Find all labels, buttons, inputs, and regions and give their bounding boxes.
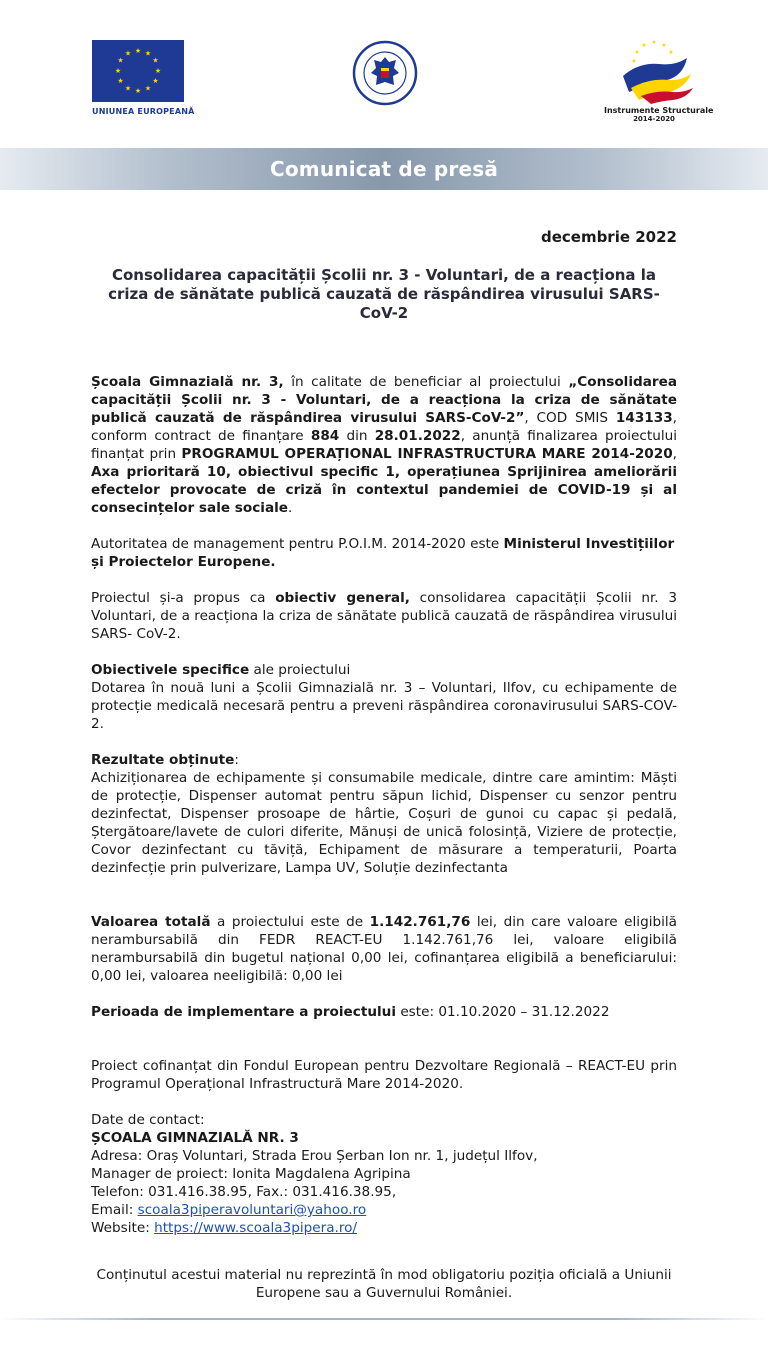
total-value-text: lei, din care valoare eligibilă nerambursabilă din FEDR REACT-EU 1.142.761,76 lei, valoare eligibilă nerambursabilă din bugetul național 0,00 lei, cofinanțarea eligibilă a beneficiarului: 0,00 lei, valoarea neeligibilă: 0,00 lei — [91, 914, 677, 984]
svg-text:★: ★ — [661, 42, 667, 49]
logo-row — [0, 0, 768, 140]
implementation-period-text: este: 01.10.2020 – 31.12.2022 — [396, 1004, 610, 1020]
program-name: PROGRAMUL OPERAȚIONAL INFRASTRUCTURA MARE 2014-2020 — [181, 446, 673, 462]
svg-text:★: ★ — [134, 87, 142, 95]
svg-text:★: ★ — [668, 49, 674, 56]
contact-email-label: Email: — [91, 1202, 138, 1218]
intro-text: , anunță finalizarea proiectului finanțat prin — [91, 428, 677, 462]
structural-instruments-logo — [604, 36, 714, 123]
document-body — [91, 228, 677, 1237]
svg-text:★: ★ — [144, 84, 152, 93]
intro-text: . — [288, 500, 293, 516]
structural-instruments-years: 2014-2020 — [633, 115, 675, 123]
contact-manager: Manager de proiect: Ionita Magdalena Agripina — [91, 1166, 411, 1182]
svg-text:★: ★ — [641, 42, 647, 49]
priority-axis: Axa prioritară 10, obiectivul specific 1, operațiunea Sprijinirea ameliorării efectelor provocate de criză în contextul pandemiei de COVID-19 și al consecințelor sale sociale — [91, 464, 677, 516]
authority-paragraph — [91, 535, 677, 571]
contact-website-link[interactable]: https://www.scoala3pipera.ro/ — [154, 1220, 358, 1236]
contact-email-line — [91, 1201, 677, 1219]
specific-objectives-paragraph — [91, 661, 677, 733]
svg-text:★: ★ — [154, 67, 162, 75]
results-title: Rezultate obținute — [91, 752, 235, 768]
contact-heading: Date de contact: — [91, 1112, 205, 1128]
project-name: „Consolidarea capacității Școlii nr. 3 - Voluntari, de a reacționa la criza de sănătate publică cauzată de răspândirea virusului SARS-CoV-2” — [91, 374, 678, 426]
government-seal-icon — [352, 40, 418, 106]
intro-text: , COD SMIS — [524, 410, 616, 426]
authority-text: Autoritatea de management pentru P.O.I.M. 2014-2020 este — [91, 536, 504, 552]
total-value-text: a proiectului este de — [210, 914, 370, 930]
svg-text:★: ★ — [152, 77, 159, 85]
contact-school-name: ȘCOALA GIMNAZIALĂ NR. 3 — [91, 1130, 299, 1146]
press-release-banner — [0, 148, 768, 190]
intro-text: Școala Gimnazială nr. 3, — [91, 374, 284, 390]
svg-text:★: ★ — [152, 56, 159, 65]
implementation-period-label: Perioada de implementare a proiectului — [91, 1004, 396, 1020]
structural-instruments-label: Instrumente Structurale — [604, 106, 714, 115]
authority-ministry: Ministerul Investițiilor și Proiectelor Europene. — [91, 536, 675, 570]
contact-email-link[interactable]: scoala3piperavoluntari@yahoo.ro — [137, 1202, 367, 1218]
headline: Consolidarea capacității Școlii nr. 3 - Voluntari, de a reacționa la criza de sănătate publică cauzată de răspândirea virusului SARS-CoV-2 — [108, 266, 660, 322]
general-objective-text: Proiectul și-a propus ca — [91, 590, 276, 606]
svg-text:★: ★ — [634, 49, 640, 56]
contact-block — [91, 1111, 677, 1237]
contact-phone: Telefon: 031.416.38.95, Fax.: 031.416.38.95, — [91, 1184, 397, 1200]
eu-logo — [92, 40, 195, 116]
release-date: decembrie 2022 — [540, 228, 677, 246]
contact-address: Adresa: Oraș Voluntari, Strada Erou Șerban Ion nr. 1, județul Ilfov, — [91, 1148, 538, 1164]
svg-text:★: ★ — [117, 77, 124, 85]
intro-text: în calitate de beneficiar al proiectului — [283, 374, 569, 390]
contact-website-line — [91, 1219, 677, 1237]
results-text: Achiziționarea de echipamente și consumabile medicale, dintre care amintim: Măști de protecție, Dispenser automat pentru săpun lichid, Dispenser cu senzor pentru dezinfectat, Dispenser prosoape de hârtie, Coșuri de gunoi cu capac și pedală, Ștergătoare/lavete de culori diferite, Mănuși de unică folosință, Viziere de protecție, Covor dezinfectant cu tăviță, Echipament de măsurare a temperaturii, Poarta dezinfecție prin pulverizare, Lampa UV, Soluție dezinfectanta — [91, 770, 677, 876]
contract-date: 28.01.2022 — [374, 428, 461, 444]
contract-number: 884 — [310, 428, 340, 444]
smis-code: 143133 — [615, 410, 673, 426]
svg-text:★: ★ — [144, 49, 152, 58]
eu-label: UNIUNEA EUROPEANĂ — [92, 107, 195, 116]
intro-text: , conform contract de finanțare — [91, 410, 677, 444]
svg-text:★: ★ — [117, 56, 124, 65]
specific-objectives-title-rest: ale proiectului — [249, 662, 351, 678]
intro-paragraph — [91, 373, 677, 517]
svg-text:★: ★ — [114, 67, 122, 75]
bottom-divider — [0, 1318, 768, 1320]
general-objective-text: consolidarea capacității Școlii nr. 3 Voluntari, de a reacționa la criza de sănătate publică cauzată de răspândirea virusului SARS- CoV-2. — [91, 590, 677, 642]
total-value-label: Valoarea totală — [91, 914, 211, 930]
eu-flag-icon — [92, 40, 184, 102]
total-value-amount: 1.142.761,76 — [369, 914, 471, 930]
disclaimer: Conținutul acestui material nu reprezintă în mod obligatoriu poziția oficială a Uniunii Europene sau a Guvernului României. — [96, 1267, 672, 1301]
implementation-period-paragraph — [91, 1003, 677, 1021]
svg-text:★: ★ — [124, 84, 132, 93]
contact-school — [91, 1129, 677, 1147]
specific-objectives-title: Obiectivele specifice — [91, 662, 250, 678]
intro-text: , — [672, 446, 677, 462]
general-objective-paragraph — [91, 589, 677, 643]
svg-text:★: ★ — [134, 47, 142, 55]
svg-text:★: ★ — [631, 58, 637, 65]
structural-instruments-icon — [609, 36, 699, 106]
general-objective-label: obiectiv general, — [275, 590, 410, 606]
banner-title: Comunicat de presă — [269, 157, 499, 181]
intro-text: din — [339, 428, 375, 444]
results-title-rest: : — [234, 752, 239, 768]
contact-website-label: Website: — [91, 1220, 155, 1236]
svg-text:★: ★ — [124, 49, 132, 58]
results-paragraph — [91, 751, 677, 877]
cofinance-paragraph: Proiect cofinanțat din Fondul European pentru Dezvoltare Regională – REACT-EU prin Programul Operațional Infrastructură Mare 2014-2020. — [91, 1058, 677, 1092]
total-value-paragraph — [91, 913, 677, 985]
svg-text:★: ★ — [651, 39, 657, 46]
specific-objectives-text: Dotarea în nouă luni a Școlii Gimnazială nr. 3 – Voluntari, Ilfov, cu echipamente de protecție medicală necesară pentru a preveni răspândirea coronavirusului SARS-COV-2. — [91, 680, 677, 732]
